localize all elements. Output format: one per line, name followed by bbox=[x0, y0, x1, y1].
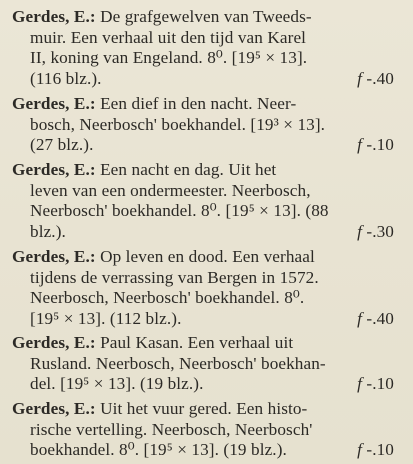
entry-price bbox=[357, 309, 394, 330]
florin-symbol: f bbox=[357, 440, 362, 459]
catalog-entry-3 bbox=[12, 160, 394, 242]
price-value: -.10 bbox=[361, 440, 394, 459]
entry-author: Gerdes, E.: bbox=[12, 7, 96, 26]
entry-last-line bbox=[12, 135, 394, 156]
entry-text: boekhandel. 8⁰. [19⁵ × 13]. (19 blz.). bbox=[30, 440, 287, 459]
entry-text: Neerbosch, Neerbosch' boekhandel. 8⁰. bbox=[30, 288, 305, 307]
florin-symbol: f bbox=[357, 68, 362, 88]
entry-text: del. [19⁵ × 13]. (19 blz.). bbox=[30, 374, 204, 393]
entry-price bbox=[357, 222, 394, 243]
entry-text: II, koning van Engeland. 8⁰. [19⁵ × 13]. bbox=[30, 48, 308, 67]
entry-first-line bbox=[12, 7, 394, 28]
entry-last-line bbox=[12, 374, 394, 395]
entry-text: Rusland. Neerbosch, Neerbosch' boekhan- bbox=[30, 353, 326, 373]
entry-text: Op leven en dood. Een verhaal bbox=[95, 247, 315, 266]
entry-text: De grafgewelven van Tweeds- bbox=[95, 7, 312, 26]
catalog-entry-5 bbox=[12, 333, 394, 395]
entry-text: (116 blz.). bbox=[30, 68, 102, 88]
entry-text: blz.). bbox=[30, 221, 66, 241]
price-value: -.40 bbox=[361, 68, 394, 88]
entry-text: Een dief in den nacht. Neer- bbox=[95, 94, 297, 113]
entry-text: bosch, Neerbosch' boekhandel. [19³ × 13]. bbox=[30, 114, 326, 134]
entry-author: Gerdes, E.: bbox=[12, 247, 96, 266]
entry-text: Neerbosch' boekhandel. 8⁰. [19⁵ × 13]. (88 bbox=[30, 201, 329, 220]
florin-symbol: f bbox=[357, 374, 362, 393]
entry-text: (27 blz.). bbox=[30, 135, 94, 154]
florin-symbol: f bbox=[357, 221, 362, 241]
entry-author: Gerdes, E.: bbox=[12, 399, 96, 418]
entry-text: tijdens de verrassing van Bergen in 1572. bbox=[30, 267, 319, 287]
price-value: -.40 bbox=[361, 308, 394, 328]
entry-price bbox=[357, 374, 394, 395]
price-value: -.10 bbox=[361, 374, 394, 393]
catalog-entry-2 bbox=[12, 94, 394, 156]
entry-text: Paul Kasan. Een verhaal uit bbox=[95, 333, 294, 352]
entry-text: leven van een ondermeester. Neerbosch, bbox=[30, 180, 311, 200]
catalog-entry-1 bbox=[12, 7, 394, 89]
entry-author: Gerdes, E.: bbox=[12, 333, 96, 352]
price-value: -.30 bbox=[361, 221, 394, 241]
entry-price bbox=[357, 69, 394, 90]
entry-price bbox=[357, 440, 394, 461]
entry-text: Een nacht en dag. Uit het bbox=[95, 160, 277, 179]
entry-first-line bbox=[12, 247, 394, 268]
entry-price bbox=[357, 135, 394, 156]
florin-symbol: f bbox=[357, 135, 362, 154]
entry-text: [19⁵ × 13]. (112 blz.). bbox=[30, 308, 182, 328]
entry-author: Gerdes, E.: bbox=[12, 94, 96, 113]
entry-last-line bbox=[12, 69, 394, 90]
florin-symbol: f bbox=[357, 308, 362, 328]
entry-first-line bbox=[12, 160, 394, 181]
price-value: -.10 bbox=[361, 135, 394, 154]
entry-first-line bbox=[12, 94, 394, 115]
catalog-entry-6 bbox=[12, 399, 394, 461]
entry-first-line bbox=[12, 333, 394, 354]
entry-last-line bbox=[12, 309, 394, 330]
entry-author: Gerdes, E.: bbox=[12, 160, 96, 179]
entry-last-line bbox=[12, 440, 394, 461]
entry-last-line bbox=[12, 222, 394, 243]
entry-text: rische vertelling. Neerbosch, Neerbosch' bbox=[30, 419, 313, 439]
catalog-entry-4 bbox=[12, 247, 394, 329]
entry-text: muir. Een verhaal uit den tijd van Karel bbox=[30, 27, 307, 47]
entry-first-line bbox=[12, 399, 394, 420]
entry-text: Uit het vuur gered. Een histo- bbox=[95, 399, 308, 418]
